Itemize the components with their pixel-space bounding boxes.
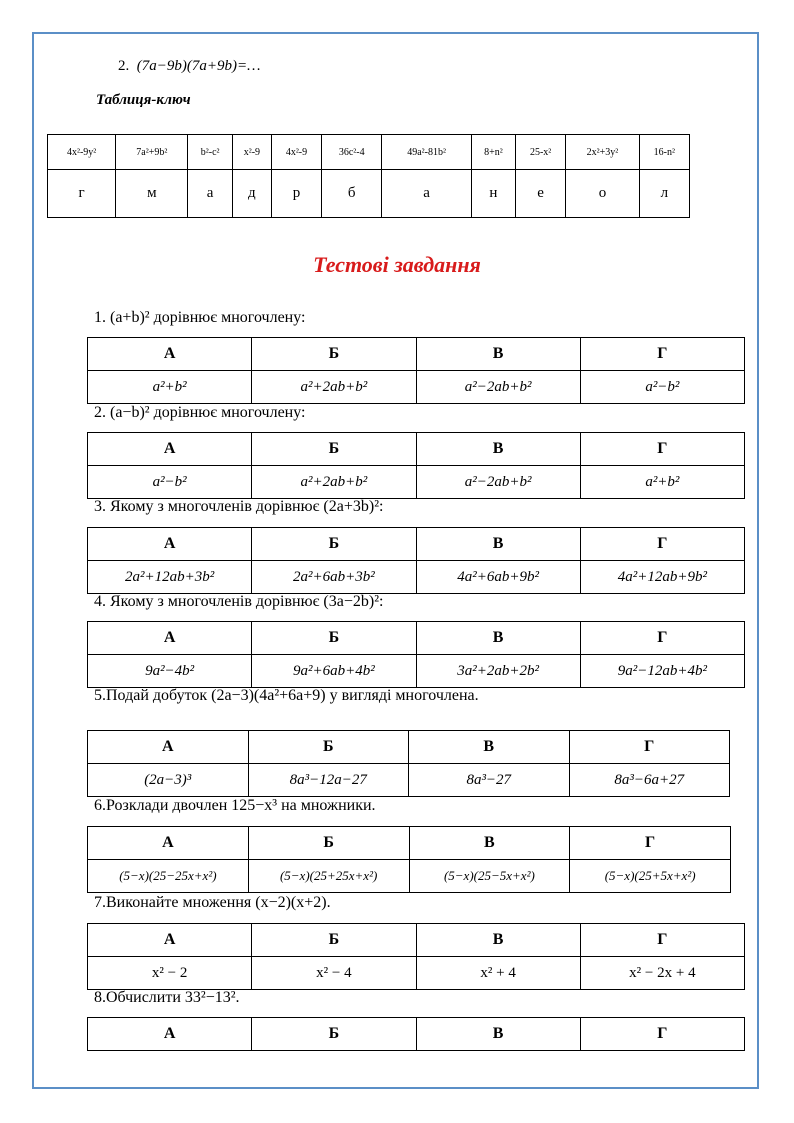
answer-option[interactable]: x² + 4 xyxy=(416,957,580,990)
option-b-header: Б xyxy=(252,433,416,466)
option-b-header: Б xyxy=(248,731,409,764)
answer-table-6 xyxy=(87,826,731,893)
option-a-header: А xyxy=(88,731,249,764)
key-letter: а xyxy=(382,170,471,218)
key-letter: н xyxy=(471,170,515,218)
answer-table-4 xyxy=(87,621,745,688)
answer-option[interactable]: (5−x)(25−25x+x²) xyxy=(88,860,249,893)
option-b-header: Б xyxy=(252,528,416,561)
key-cell: 16-n² xyxy=(639,135,689,170)
answer-option[interactable]: (5−x)(25+5x+x²) xyxy=(570,860,731,893)
answer-option[interactable]: x² − 2 xyxy=(88,957,252,990)
key-cell: 36c²-4 xyxy=(322,135,382,170)
key-row-letters xyxy=(48,170,690,218)
answer-option[interactable]: 8a³−12a−27 xyxy=(248,764,409,797)
question-4: 4. Якому з многочленів дорівнює (3a−2b)²: xyxy=(94,593,384,610)
question-5: 5.Подай добуток (2a−3)(4a²+6a+9) у вигляді многочлена. xyxy=(94,687,479,704)
answer-option[interactable]: a²−b² xyxy=(88,466,252,499)
answer-option[interactable]: a²−b² xyxy=(580,371,744,404)
question-6: 6.Розклади двочлен 125−x³ на множники. xyxy=(94,797,376,814)
question-3: 3. Якому з многочленів дорівнює (2a+3b)²: xyxy=(94,498,384,515)
question-8: 8.Обчислити 33²−13². xyxy=(94,989,240,1006)
key-row-expressions xyxy=(48,135,690,170)
key-cell: b²-c² xyxy=(188,135,232,170)
option-a-header: А xyxy=(88,433,252,466)
answer-option[interactable]: 2a²+6ab+3b² xyxy=(252,561,416,594)
key-letter: е xyxy=(516,170,566,218)
key-cell: 49a²-81b² xyxy=(382,135,471,170)
option-c-header: В xyxy=(416,338,580,371)
answer-option[interactable]: 3a²+2ab+2b² xyxy=(416,655,580,688)
key-letter: б xyxy=(322,170,382,218)
answer-option[interactable]: 4a²+6ab+9b² xyxy=(416,561,580,594)
question-7: 7.Виконайте множення (x−2)(x+2). xyxy=(94,894,331,911)
answer-table-8 xyxy=(87,1017,745,1051)
page-title: Тестові завдання xyxy=(313,252,481,277)
option-a-header: А xyxy=(88,338,252,371)
key-cell: 7a²+9b² xyxy=(116,135,188,170)
option-c-header: В xyxy=(416,622,580,655)
key-cell: 4x²-9y² xyxy=(48,135,116,170)
key-letter: д xyxy=(232,170,271,218)
key-cell: x²-9 xyxy=(232,135,271,170)
key-cell: 8+n² xyxy=(471,135,515,170)
option-c-header: В xyxy=(416,433,580,466)
answer-option[interactable]: (5−x)(25+25x+x²) xyxy=(248,860,409,893)
option-a-header: А xyxy=(88,827,249,860)
option-d-header: Г xyxy=(580,622,744,655)
option-b-header: Б xyxy=(252,924,416,957)
answer-option[interactable]: (2a−3)³ xyxy=(88,764,249,797)
option-a-header: А xyxy=(88,528,252,561)
option-c-header: В xyxy=(416,924,580,957)
option-a-header: А xyxy=(88,1018,252,1051)
question-1: 1. (a+b)² дорівнює многочлену: xyxy=(94,309,306,326)
option-a-header: А xyxy=(88,622,252,655)
answer-option[interactable]: 9a²+6ab+4b² xyxy=(252,655,416,688)
option-d-header: Г xyxy=(580,924,744,957)
answer-table-1 xyxy=(87,337,745,404)
option-a-header: А xyxy=(88,924,252,957)
answer-option[interactable]: (5−x)(25−5x+x²) xyxy=(409,860,570,893)
option-c-header: В xyxy=(409,731,570,764)
key-letter: л xyxy=(639,170,689,218)
key-letter: о xyxy=(566,170,639,218)
key-cell: 2x²+3y² xyxy=(566,135,639,170)
option-d-header: Г xyxy=(580,433,744,466)
answer-option[interactable]: 9a²−4b² xyxy=(88,655,252,688)
option-b-header: Б xyxy=(252,622,416,655)
option-d-header: Г xyxy=(580,528,744,561)
answer-option[interactable]: a²+b² xyxy=(580,466,744,499)
answer-option[interactable]: 8a³−27 xyxy=(409,764,570,797)
answer-option[interactable]: 9a²−12ab+4b² xyxy=(580,655,744,688)
answer-option[interactable]: x² − 4 xyxy=(252,957,416,990)
answer-option[interactable]: 4a²+12ab+9b² xyxy=(580,561,744,594)
problem-2-number: 2. xyxy=(118,58,130,74)
option-d-header: Г xyxy=(580,1018,744,1051)
answer-option[interactable]: 2a²+12ab+3b² xyxy=(88,561,252,594)
question-2: 2. (a−b)² дорівнює многочлену: xyxy=(94,404,306,421)
key-cell: 4x²-9 xyxy=(271,135,321,170)
option-b-header: Б xyxy=(252,338,416,371)
key-table xyxy=(47,134,690,218)
option-d-header: Г xyxy=(570,827,731,860)
answer-table-5 xyxy=(87,730,730,797)
answer-option[interactable]: x² − 2x + 4 xyxy=(580,957,744,990)
key-letter: м xyxy=(116,170,188,218)
option-b-header: Б xyxy=(248,827,409,860)
answer-option[interactable]: a²−2ab+b² xyxy=(416,466,580,499)
option-b-header: Б xyxy=(252,1018,416,1051)
key-letter: г xyxy=(48,170,116,218)
answer-option[interactable]: a²+2ab+b² xyxy=(252,466,416,499)
answer-option[interactable]: a²−2ab+b² xyxy=(416,371,580,404)
answer-table-3 xyxy=(87,527,745,594)
answer-option[interactable]: a²+b² xyxy=(88,371,252,404)
option-c-header: В xyxy=(409,827,570,860)
option-c-header: В xyxy=(416,528,580,561)
problem-2 xyxy=(118,58,260,75)
problem-2-expression: (7a−9b)(7a+9b)=… xyxy=(136,58,261,74)
key-table-title: Таблиця-ключ xyxy=(96,92,191,108)
answer-table-2 xyxy=(87,432,745,499)
option-d-header: Г xyxy=(569,731,730,764)
key-cell: 25-x² xyxy=(516,135,566,170)
answer-option[interactable]: 8a³−6a+27 xyxy=(569,764,730,797)
answer-option[interactable]: a²+2ab+b² xyxy=(252,371,416,404)
option-c-header: В xyxy=(416,1018,580,1051)
key-letter: р xyxy=(271,170,321,218)
option-d-header: Г xyxy=(580,338,744,371)
key-letter: а xyxy=(188,170,232,218)
answer-table-7 xyxy=(87,923,745,990)
